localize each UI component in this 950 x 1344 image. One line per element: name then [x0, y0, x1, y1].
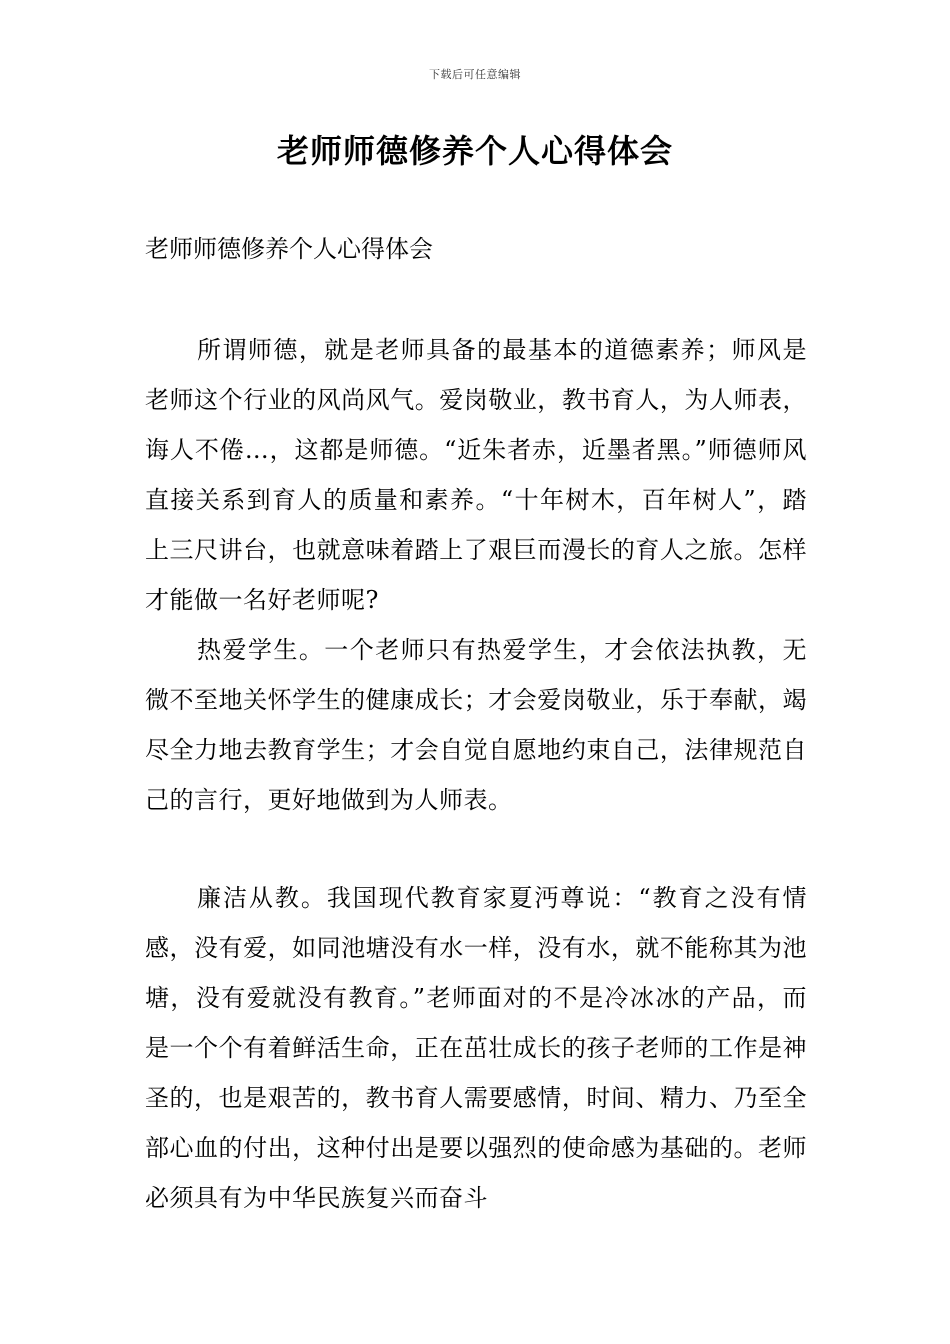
- paragraph-2: [145, 625, 807, 825]
- paragraph-1: [145, 325, 807, 625]
- paragraph-3: [145, 873, 807, 1223]
- paragraph-2-text: 热爱学生。一个老师只有热爱学生，才会依法执教，无微不至地关怀学生的健康成长；才会爱岗敬业，乐于奉献，竭尽全力地去教育学生；才会自觉自愿地约束自己，法律规范自己的言行，更好地做到为人师表。: [145, 636, 807, 814]
- document-subtitle: 老师师德修养个人心得体会: [145, 235, 433, 263]
- paragraph-3-text: 廉洁从教。我国现代教育家夏沔尊说：“教育之没有情感，没有爱，如同池塘没有水一样，没有水，就不能称其为池塘，没有爱就没有教育。”老师面对的不是冷冰冰的产品，而是一个个有着鲜活生命，正在茁壮成长的孩子老师的工作是神圣的，也是艰苦的，教书育人需要感情，时间、精力、乃至全部心血的付出，这种付出是要以强烈的使命感为基础的。老师必须具有为中华民族复兴而奋斗: [145, 884, 807, 1212]
- paragraph-1-text: 所谓师德，就是老师具备的最基本的道德素养；师风是老师这个行业的风尚风气。爱岗敬业，教书育人，为人师表，诲人不倦…，这都是师德。“近朱者赤，近墨者黑。”师德师风直接关系到育人的质量和素养。“十年树木，百年树人”，踏上三尺讲台，也就意味着踏上了艰巨而漫长的育人之旅。怎样才能做一名好老师呢?: [145, 336, 807, 614]
- header-note: 下载后可任意编辑: [429, 68, 521, 81]
- document-title: 老师师德修养个人心得体会: [276, 132, 673, 170]
